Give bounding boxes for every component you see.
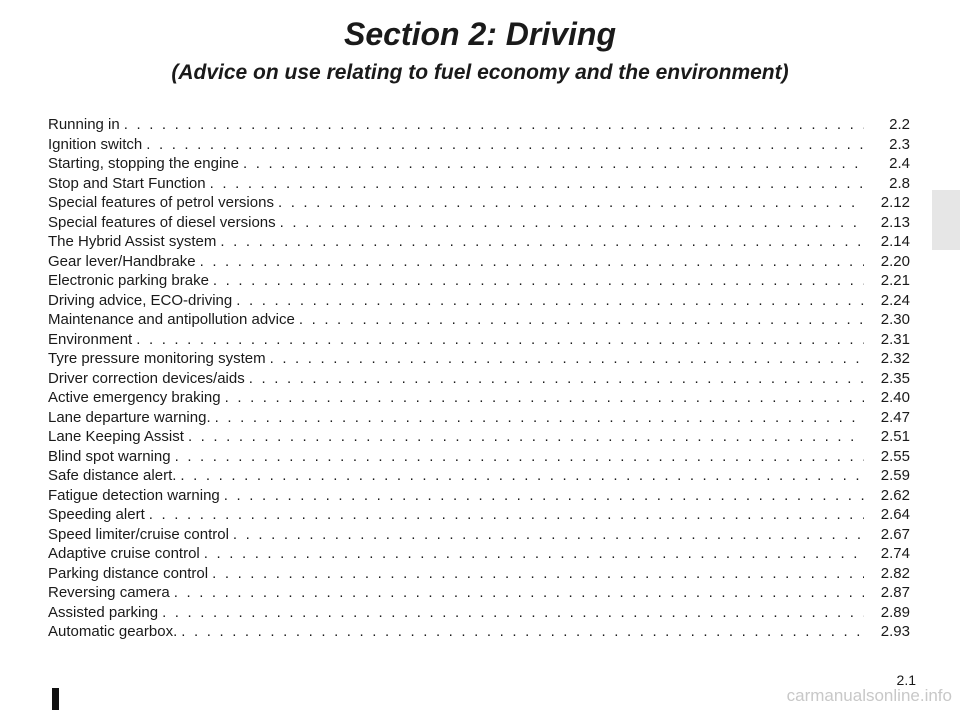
toc-entry[interactable] bbox=[48, 622, 910, 642]
toc-entry-label: Blind spot warning bbox=[48, 447, 171, 465]
toc-dot-leader bbox=[175, 447, 864, 467]
toc-dot-leader bbox=[174, 583, 864, 603]
toc-dot-leader bbox=[181, 622, 864, 642]
toc-entry-page: 2.40 bbox=[880, 389, 910, 406]
toc-entry[interactable] bbox=[48, 408, 910, 428]
toc-entry-page: 2.82 bbox=[880, 564, 910, 582]
toc-entry[interactable] bbox=[48, 193, 910, 213]
toc-dot-leader bbox=[278, 193, 864, 213]
toc-entry-page: 2.87 bbox=[880, 584, 910, 601]
toc-dot-leader bbox=[224, 486, 864, 506]
toc-dot-leader bbox=[188, 427, 864, 447]
toc-entry-label: Lane departure warning. bbox=[48, 408, 211, 426]
section-side-tab bbox=[932, 190, 960, 250]
toc-entry-page: 2.3 bbox=[889, 135, 910, 153]
toc-entry-label: Speed limiter/cruise control bbox=[48, 525, 229, 543]
toc-entry-page: 2.12 bbox=[880, 194, 910, 211]
toc-dot-leader bbox=[243, 154, 864, 174]
toc-entry-label: Parking distance control bbox=[48, 564, 209, 582]
toc-entry-label: Electronic parking brake bbox=[48, 272, 209, 289]
toc-entry-label: Active emergency braking bbox=[48, 389, 221, 406]
toc-entry-page: 2.31 bbox=[880, 330, 910, 348]
toc-entry-label: Reversing camera bbox=[48, 584, 170, 601]
toc-entry-page: 2.59 bbox=[880, 467, 910, 484]
toc-dot-leader bbox=[124, 115, 864, 135]
toc-entry-page: 2.74 bbox=[880, 545, 910, 562]
toc-dot-leader bbox=[212, 564, 864, 584]
toc-entry-page: 2.51 bbox=[880, 428, 910, 445]
toc-dot-leader bbox=[210, 174, 864, 194]
toc-entry-label: Automatic gearbox. bbox=[48, 623, 178, 640]
toc-entry-label: Environment bbox=[48, 330, 133, 348]
toc-entry-label: Speeding alert bbox=[48, 506, 145, 523]
toc-dot-leader bbox=[280, 213, 864, 233]
toc-entry[interactable] bbox=[48, 349, 910, 369]
toc-dot-leader bbox=[180, 466, 864, 486]
watermark: carmanualsonline.info bbox=[786, 686, 952, 705]
toc-entry-label: Fatigue detection warning bbox=[48, 486, 220, 504]
toc-dot-leader bbox=[200, 252, 864, 272]
toc-entry-page: 2.13 bbox=[880, 213, 910, 231]
toc-entry-label: The Hybrid Assist system bbox=[48, 233, 217, 250]
toc-entry[interactable] bbox=[48, 369, 910, 389]
table-of-contents bbox=[48, 115, 910, 642]
toc-entry-label: Safe distance alert. bbox=[48, 467, 177, 484]
toc-entry-page: 2.14 bbox=[880, 233, 910, 250]
toc-entry[interactable] bbox=[48, 583, 910, 603]
toc-entry[interactable] bbox=[48, 447, 910, 467]
toc-entry-label: Tyre pressure monitoring system bbox=[48, 350, 266, 367]
toc-entry-page: 2.20 bbox=[880, 252, 910, 270]
toc-entry[interactable] bbox=[48, 564, 910, 584]
toc-entry-page: 2.4 bbox=[889, 155, 910, 172]
toc-entry-page: 2.89 bbox=[880, 603, 910, 621]
toc-entry[interactable] bbox=[48, 154, 910, 174]
toc-dot-leader bbox=[136, 330, 864, 350]
toc-dot-leader bbox=[225, 388, 864, 408]
toc-entry-page: 2.30 bbox=[880, 311, 910, 328]
toc-entry[interactable] bbox=[48, 330, 910, 350]
toc-entry-label: Driver correction devices/aids bbox=[48, 369, 245, 387]
toc-entry-label: Assisted parking bbox=[48, 603, 159, 621]
toc-entry[interactable] bbox=[48, 291, 910, 311]
toc-entry-page: 2.8 bbox=[889, 174, 910, 192]
toc-dot-leader bbox=[270, 349, 864, 369]
toc-entry[interactable] bbox=[48, 174, 910, 194]
toc-dot-leader bbox=[215, 408, 864, 428]
toc-entry[interactable] bbox=[48, 213, 910, 233]
toc-dot-leader bbox=[233, 525, 864, 545]
toc-dot-leader bbox=[213, 271, 864, 291]
toc-entry[interactable] bbox=[48, 135, 910, 155]
toc-entry-page: 2.2 bbox=[889, 116, 910, 133]
toc-entry-label: Ignition switch bbox=[48, 135, 143, 153]
toc-entry-page: 2.35 bbox=[880, 369, 910, 387]
toc-entry[interactable] bbox=[48, 310, 910, 330]
toc-entry-label: Driving advice, ECO-driving bbox=[48, 291, 233, 309]
toc-entry-label: Special features of petrol versions bbox=[48, 194, 274, 211]
toc-entry[interactable] bbox=[48, 115, 910, 135]
page-subtitle: (Advice on use relating to fuel economy and the environment) bbox=[171, 61, 789, 84]
toc-entry[interactable] bbox=[48, 544, 910, 564]
toc-dot-leader bbox=[204, 544, 864, 564]
toc-dot-leader bbox=[220, 232, 864, 252]
toc-entry-label: Maintenance and antipollution advice bbox=[48, 311, 295, 328]
toc-entry-page: 2.64 bbox=[880, 506, 910, 523]
toc-entry[interactable] bbox=[48, 505, 910, 525]
toc-dot-leader bbox=[299, 310, 864, 330]
toc-entry-page: 2.24 bbox=[880, 291, 910, 309]
toc-dot-leader bbox=[149, 505, 864, 525]
toc-entry-label: Special features of diesel versions bbox=[48, 213, 276, 231]
toc-entry[interactable] bbox=[48, 466, 910, 486]
margin-mark bbox=[52, 688, 59, 710]
toc-entry-page: 2.67 bbox=[880, 525, 910, 543]
toc-entry-page: 2.62 bbox=[880, 486, 910, 504]
toc-entry-label: Adaptive cruise control bbox=[48, 545, 200, 562]
toc-entry[interactable] bbox=[48, 232, 910, 252]
toc-entry-page: 2.55 bbox=[880, 447, 910, 465]
toc-entry-page: 2.21 bbox=[880, 272, 910, 289]
toc-entry-label: Starting, stopping the engine bbox=[48, 155, 239, 172]
toc-entry[interactable] bbox=[48, 271, 910, 291]
toc-dot-leader bbox=[162, 603, 864, 623]
toc-entry[interactable] bbox=[48, 486, 910, 506]
toc-entry-page: 2.47 bbox=[880, 408, 910, 426]
toc-entry[interactable] bbox=[48, 388, 910, 408]
toc-entry[interactable] bbox=[48, 427, 910, 447]
toc-entry[interactable] bbox=[48, 525, 910, 545]
page-number: 2.1 bbox=[896, 672, 916, 688]
page-title: Section 2: Driving bbox=[343, 16, 617, 52]
toc-entry-label: Lane Keeping Assist bbox=[48, 428, 184, 445]
toc-entry-label: Running in bbox=[48, 116, 120, 133]
toc-entry-label: Stop and Start Function bbox=[48, 174, 206, 192]
toc-entry[interactable] bbox=[48, 603, 910, 623]
toc-entry[interactable] bbox=[48, 252, 910, 272]
toc-entry-page: 2.32 bbox=[880, 350, 910, 367]
toc-dot-leader bbox=[146, 135, 864, 155]
toc-entry-page: 2.93 bbox=[880, 623, 910, 640]
toc-dot-leader bbox=[236, 291, 864, 311]
toc-dot-leader bbox=[249, 369, 864, 389]
toc-entry-label: Gear lever/Handbrake bbox=[48, 252, 196, 270]
